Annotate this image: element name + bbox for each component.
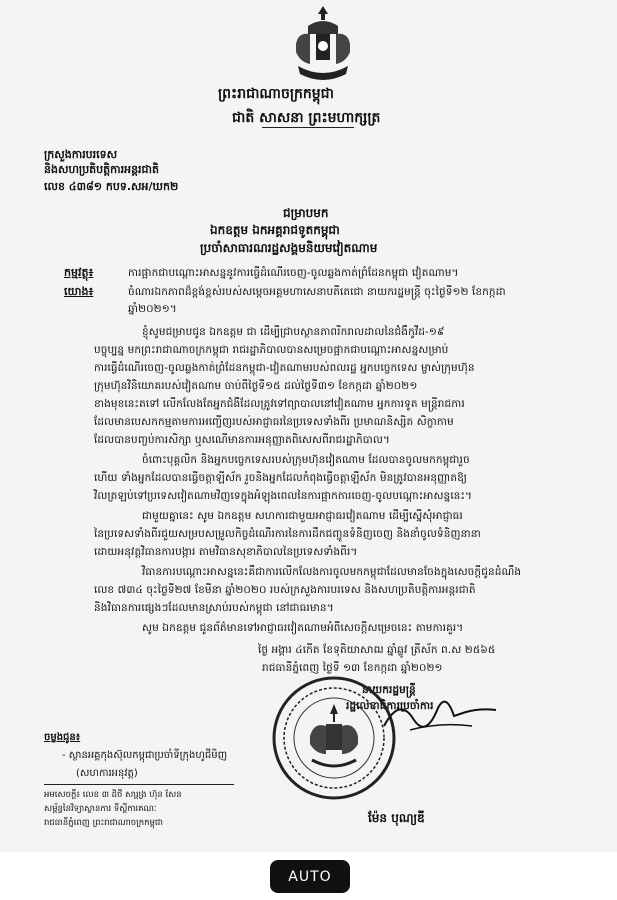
reference-text: ចំណារឯកភាពដ៏ខ្ពង់ខ្ពស់របស់សម្តេចអគ្គមហាសេនាបតីតេជោ នាយករដ្ឋមន្ត្រី ចុះថ្ងៃទី១២ ខែកក្កដា (128, 286, 506, 298)
royal-coat-of-arms-icon (288, 4, 358, 82)
cc-heading: ចម្លងជូន៖ (44, 732, 81, 743)
signer-name: ម៉ែន បុណ្យឌី (368, 811, 425, 825)
body-line: ហើយ ទាំងអ្នកដែលបានធ្វើចត្តាឡីស័ក រួចនិងអ្នកដែលកំពុងធ្វើចត្តាឡីស័ក មិនត្រូវបានអនុញ្ញាតឱ្យ (94, 472, 467, 484)
body-line: ខ្ញុំសូមជម្រាបជូន ឯកឧត្តម ជា ដើម្បីជ្រាបស្ថានភាពរីករាលដាលនៃជំងឺកូវីដ-១៩ (142, 326, 445, 338)
ministry-name-line1: ក្រសួងការបរទេស (44, 148, 118, 161)
body-line: វិធានការបណ្តោះអាសន្ននេះគឺជាការលើកលែងការចូលមកកម្ពុជាដែលមានចែងក្នុងសេចក្តីជូនដំណឹង (142, 566, 522, 578)
recipient-line2: ប្រចាំសាធារណរដ្ឋសង្គមនិយមវៀតណាម (200, 241, 378, 255)
reference-label: យោង៖ (64, 285, 94, 298)
recipient-line1: ឯកឧត្តម ឯកអគ្គរាជទូតកម្ពុជា (210, 223, 340, 237)
body-line: ដែលបានបញ្ចប់ការសិក្សា ឬសណើមានការអនុញ្ញាតពិសេសពីរាជរដ្ឋាភិបាល។ (94, 434, 390, 446)
body-line: ក្រុមហ៊ុនវិនិយោគរបស់វៀតណាម ចាប់ពីថ្ងៃទី១៥ ដល់ថ្ងៃទី៣១ ខែកក្កដា ឆ្នាំ២០២១ (94, 380, 418, 392)
motto-divider (262, 127, 354, 128)
cc-item-note: (សហការអនុវត្ត) (76, 768, 138, 779)
reference-number: លេខ ៤៣៨១ កបទ.សអ/ឃក២ (44, 180, 179, 193)
kingdom-heading: ព្រះរាជាណាចក្រកម្ពុជា (218, 86, 335, 102)
handwritten-signature-icon (380, 686, 500, 746)
body-line: ដោយអនុវត្តវិធានការបង្ការ តាមវិធានសុខាភិបាលនៃប្រទេសទាំងពីរ។ (94, 546, 358, 558)
body-line: និងវិធានការផ្សេងៗដែលមានស្រាប់របស់កម្ពុជា នៅជាធរមាន។ (94, 602, 334, 614)
footer-address-2: សម្ព័ន្ធនៃវិទ្យាស្ថានការ ទីស្តីការគណៈ (44, 804, 157, 814)
ministry-seal-stamp-icon (270, 674, 398, 802)
lunar-date: ថ្ងៃ អង្គារ ៤កើត ខែទុតិយាសាឍ ឆ្នាំឆ្លូវ ត្រីស័ក ព.ស ២៥៦៥ (258, 644, 496, 656)
cc-item: - ស្ថានអគ្គកុងស៊ុលកម្ពុជាប្រចាំទីក្រុងហូជីមិញ (62, 750, 228, 761)
signer-title-1: នាយករដ្ឋមន្ត្រី (362, 684, 416, 696)
body-line: ចំពោះបុគ្គលិក និងអ្នកបច្ចេកទេសរបស់ក្រុមហ៊ុនវៀតណាម ដែលបានចូលមកកម្ពុជារួច (142, 454, 470, 466)
body-line: ជាមួយគ្នានេះ សូម ឯកឧត្តម សហការជាមួយអាជ្ញាធរវៀតណាម ដើម្បីស្នើសុំអាជ្ញាធរ (142, 510, 463, 522)
ministry-name-line2: និងសហប្រតិបត្តិការអន្តរជាតិ (44, 163, 159, 176)
footer-address-3: រាជធានីភ្នំពេញ ព្រះរាជាណាចក្រកម្ពុជា (44, 818, 163, 828)
subject-text: ការផ្អាកជាបណ្តោះអាសន្ននូវការធ្វើដំណើរចេញ-ចូលឆ្លងកាត់ព្រំដែនកម្ពុជា វៀតណាម។ (128, 267, 459, 279)
place-and-date: រាជធានីភ្នំពេញ ថ្ងៃទី ១៣ ខែកក្កដា ឆ្នាំ២០២១ (262, 662, 443, 674)
footer-divider (44, 784, 234, 785)
body-line: នៃប្រទេសទាំងពីរជួយសម្របសម្រួលកិច្ចដំណើរការនៃការដឹកជញ្ជូនទំនិញចេញ និងនាំចូលទំនិញនានា (94, 528, 481, 540)
body-line: ដែលមានបេសកកម្មតាមការអញ្ជើញរបស់អាជ្ញាធរនៃប្រទេសទាំងពីរ ប្រមាណនិស្សិត សិក្ខាកាម (94, 416, 454, 428)
body-line: ខាងមុខនេះតទៅ លើកលែងតែអ្នកជំងឺដែលត្រូវទៅព្យាបាលនៅវៀតណាម អ្នកការទូត មន្ត្រីរាជការ (94, 398, 465, 410)
body-line: លេខ ៧៣៤ ចុះថ្ងៃទី២៧ ខែមីនា ឆ្នាំ២០២០ របស់ក្រសួងការបរទេស និងសហប្រតិបត្តិការអន្តរជាតិ (94, 584, 476, 596)
body-line: បច្ចុប្បន្ន មកព្រះរាជាណាចក្រកម្ពុជា រាជរដ្ឋាភិបាលបានសម្រេចផ្អាកជាបណ្តោះអាសន្នសម្រាប់ (94, 344, 449, 356)
national-motto: ជាតិ សាសនា ព្រះមហាក្សត្រ (232, 110, 381, 126)
subject-label: កម្មវត្ថុ៖ (64, 266, 94, 279)
body-line: វិលត្រឡប់ទៅប្រទេសវៀតណាមវិញទេក្នុងអំឡុងពេលនៃការផ្អាកការចេញ-ចូលបណ្តោះអាសន្ននេះ។ (94, 490, 473, 502)
body-line: សូម ឯកឧត្តម ជូនព័ត៌មានទៅអាជ្ញាធរវៀតណាមអំពីសេចក្តីសម្រេចនេះ តាមការគួរ។ (142, 622, 464, 634)
signer-title-2: រដ្ឋលេខាធិការប្រចាំការ (346, 700, 434, 712)
reference-text-cont: ឆ្នាំ២០២១។ (128, 303, 177, 315)
body-line: ការធ្វើដំណើរចេញ-ចូលឆ្លងកាត់ព្រំដែនកម្ពុជា-វៀតណាមរបស់ពលរដ្ឋ អ្នកបច្ចេកទេស ម្ចាស់ក្រុមហ៊ុន (94, 362, 475, 374)
salutation: ជម្រាបមក (283, 206, 329, 220)
footer-address-1: អមសេចក្តី៖ លេខ ៣ ដិថី សារ្ពង្រ ហ៊ុន សែន (44, 790, 182, 800)
auto-mode-button[interactable]: AUTO (270, 860, 350, 893)
